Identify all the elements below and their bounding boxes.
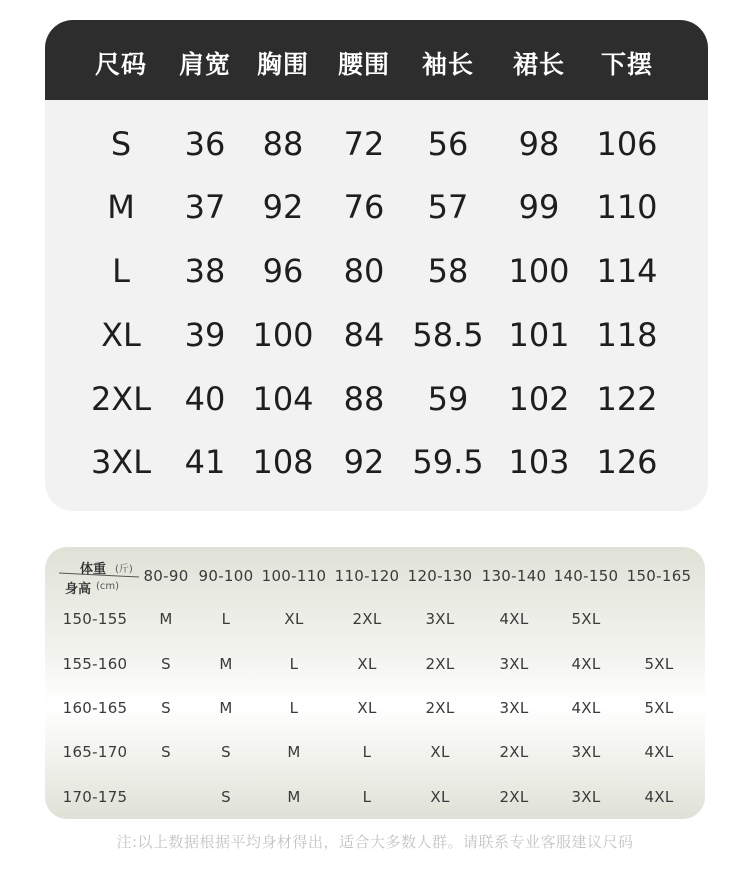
height-range-label: 170-175 (62, 788, 128, 806)
measure-cell: 114 (596, 252, 658, 290)
measure-cell: 103 (508, 443, 570, 481)
weight-range-header: 110-120 (334, 567, 400, 585)
measure-cell: 59 (427, 380, 469, 418)
measure-cell: 59.5 (412, 443, 484, 481)
recommended-size-cell: M (159, 610, 173, 628)
recommended-size-cell: 2XL (499, 743, 529, 761)
measure-cell: 88 (262, 125, 304, 163)
measure-cell: 96 (262, 252, 304, 290)
measure-cell: 98 (518, 125, 560, 163)
measurement-table (45, 20, 708, 511)
fit-table-corner (45, 547, 140, 597)
recommended-size-cell: M (287, 743, 301, 761)
recommended-size-cell: 2XL (425, 655, 455, 673)
weight-label: 体重 (80, 562, 107, 577)
measure-cell: 92 (262, 188, 304, 226)
recommended-size-cell: 3XL (499, 655, 529, 673)
height-unit: (cm) (96, 581, 120, 592)
measure-cell: 126 (596, 443, 658, 481)
recommended-size-cell: L (221, 610, 231, 628)
measure-cell: 106 (596, 125, 658, 163)
recommended-size-cell: 2XL (499, 788, 529, 806)
recommended-size-cell: XL (430, 788, 450, 806)
recommended-size-cell: XL (357, 699, 377, 717)
measure-cell: 37 (184, 188, 226, 226)
recommended-size-cell: 4XL (644, 788, 674, 806)
measure-cell: 100 (508, 252, 570, 290)
recommended-size-cell: 5XL (644, 655, 674, 673)
measure-header-4: 袖长 (421, 50, 475, 79)
measure-cell: 104 (252, 380, 314, 418)
measure-cell: 56 (427, 125, 469, 163)
size-label: XL (101, 316, 141, 354)
measure-cell: 80 (343, 252, 385, 290)
recommended-size-cell: XL (284, 610, 304, 628)
recommended-size-cell: S (221, 788, 231, 806)
measure-cell: 92 (343, 443, 385, 481)
recommended-size-cell: L (362, 788, 372, 806)
recommended-size-cell: 3XL (499, 699, 529, 717)
measure-cell: 84 (343, 316, 385, 354)
recommended-size-cell: XL (430, 743, 450, 761)
measure-cell: 122 (596, 380, 658, 418)
height-label: 身高 (65, 582, 92, 597)
measure-cell: 38 (184, 252, 226, 290)
recommended-size-cell: 3XL (571, 788, 601, 806)
weight-range-header: 120-130 (407, 567, 473, 585)
recommended-size-cell: M (219, 655, 233, 673)
size-label: S (110, 125, 132, 163)
measure-cell: 102 (508, 380, 570, 418)
weight-range-header: 80-90 (143, 567, 189, 585)
footnote: 注:以上数据根据平均身材得出，适合大多数人群。请联系专业客服建议尺码 (116, 833, 634, 851)
measure-cell: 57 (427, 188, 469, 226)
measure-header-3: 腰围 (337, 50, 391, 79)
measure-cell: 108 (252, 443, 314, 481)
measure-header-5: 裙长 (512, 50, 566, 79)
measure-cell: 58.5 (412, 316, 484, 354)
recommended-size-cell: 3XL (571, 743, 601, 761)
recommended-size-cell: S (221, 743, 231, 761)
recommended-size-cell: S (161, 699, 171, 717)
recommended-size-cell: 2XL (425, 699, 455, 717)
recommended-size-cell: 4XL (571, 699, 601, 717)
measure-cell: 72 (343, 125, 385, 163)
measure-cell: 110 (596, 188, 658, 226)
recommended-size-cell: XL (357, 655, 377, 673)
measure-cell: 41 (184, 443, 226, 481)
recommended-size-cell: L (289, 699, 299, 717)
measure-header-0: 尺码 (94, 50, 148, 79)
recommended-size-cell: M (287, 788, 301, 806)
fit-table (45, 547, 705, 819)
recommended-size-cell: 5XL (571, 610, 601, 628)
measure-cell: 88 (343, 380, 385, 418)
recommended-size-cell: 4XL (571, 655, 601, 673)
measure-cell: 39 (184, 316, 226, 354)
measure-cell: 58 (427, 252, 469, 290)
measure-header-6: 下摆 (600, 50, 654, 79)
recommended-size-cell: S (161, 655, 171, 673)
recommended-size-cell: 2XL (352, 610, 382, 628)
height-range-label: 150-155 (62, 610, 128, 628)
weight-range-header: 100-110 (261, 567, 327, 585)
weight-range-header: 90-100 (198, 567, 254, 585)
measure-cell: 118 (596, 316, 658, 354)
recommended-size-cell: L (289, 655, 299, 673)
weight-range-header: 140-150 (553, 567, 619, 585)
height-range-label: 155-160 (62, 655, 128, 673)
measurement-table-header (45, 20, 708, 100)
measure-header-2: 胸围 (256, 50, 310, 79)
size-label: 2XL (90, 380, 152, 418)
weight-unit: (斤) (115, 564, 133, 575)
recommended-size-cell: 4XL (499, 610, 529, 628)
measure-cell: 99 (518, 188, 560, 226)
recommended-size-cell: L (362, 743, 372, 761)
height-range-label: 165-170 (62, 743, 128, 761)
size-label: L (112, 252, 130, 290)
measure-cell: 100 (252, 316, 314, 354)
weight-range-header: 130-140 (481, 567, 547, 585)
recommended-size-cell: 4XL (644, 743, 674, 761)
measure-cell: 40 (184, 380, 226, 418)
measure-header-1: 肩宽 (178, 50, 232, 79)
measure-cell: 76 (343, 188, 385, 226)
recommended-size-cell: 5XL (644, 699, 674, 717)
recommended-size-cell: S (161, 743, 171, 761)
measure-cell: 101 (508, 316, 570, 354)
recommended-size-cell: 3XL (425, 610, 455, 628)
measure-cell: 36 (184, 125, 226, 163)
weight-range-header: 150-165 (626, 567, 692, 585)
size-label: M (107, 188, 135, 226)
height-range-label: 160-165 (62, 699, 128, 717)
size-label: 3XL (90, 443, 152, 481)
recommended-size-cell: M (219, 699, 233, 717)
